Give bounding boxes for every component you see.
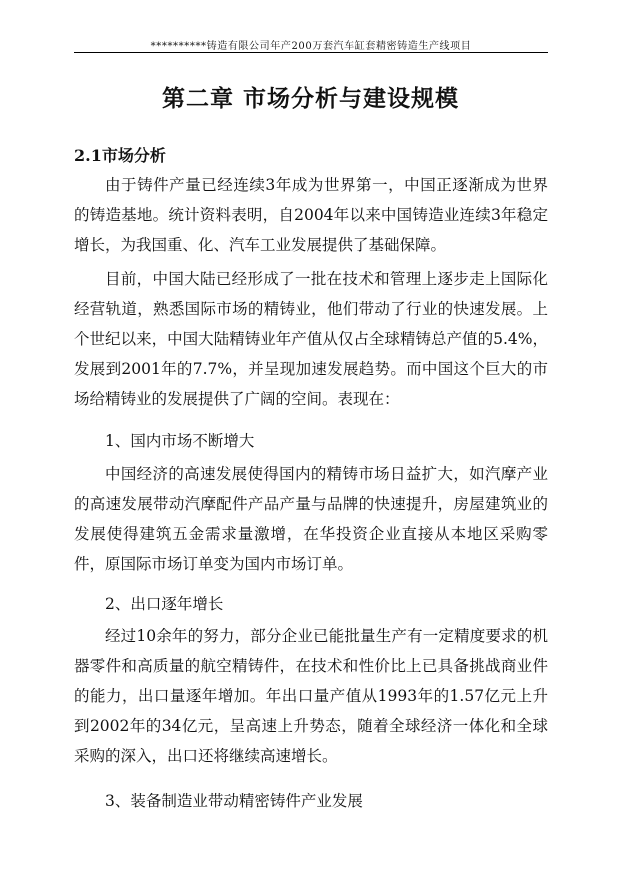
section-heading: 2.1市场分析 [74, 146, 166, 165]
paragraph-3: 中国经济的高速发展使得国内的精铸市场日益扩大，如汽摩产业的高速发展带动汽摩配件产品产量与品牌的快速提升，房屋建筑业的发展使得建筑五金需求量激增，在华投资企业直接从本地区采购零件，原国际市场订单变为国内市场订单。 [74, 465, 548, 573]
paragraph-2: 目前，中国大陆已经形成了一批在技术和管理上逐步走上国际化经营轨道，熟悉国际市场的精铸业，他们带动了行业的快速发展。上个世纪以来，中国大陆精铸业年产值从仅占全球精铸总产值的5.4%，发展到2001年的7.7%，并呈现加速发展趋势。而中国这个巨大的市场给精铸业的发展提供了广阔的空间。表现在： [74, 270, 548, 408]
paragraph-1: 由于铸件产量已经连续3年成为世界第一，中国正逐渐成为世界的铸造基地。统计资料表明，自2004年以来中国铸造业连续3年稳定增长，为我国重、化、汽车工业发展提供了基础保障。 [74, 176, 548, 254]
header-divider [74, 52, 548, 53]
subheading-1: 1、国内市场不断增大 [105, 432, 255, 450]
paragraph-4: 经过10余年的努力，部分企业已能批量生产有一定精度要求的机器零件和高质量的航空精铸件，在技术和性价比上已具备挑战商业件的能力，出口量逐年增加。年出口量产值从1993年的1.57亿元上升到2002年的34亿元，呈高速上升势态，随着全球经济一体化和全球采购的深入，出口还将继续高速增长。 [74, 627, 548, 765]
subheading-3: 3、装备制造业带动精密铸件产业发展 [105, 792, 363, 810]
chapter-title: 第二章 市场分析与建设规模 [161, 85, 459, 112]
running-header: **********铸造有限公司年产200万套汽车缸套精密铸造生产线项目 [150, 41, 472, 52]
subheading-2: 2、出口逐年增长 [105, 595, 224, 613]
